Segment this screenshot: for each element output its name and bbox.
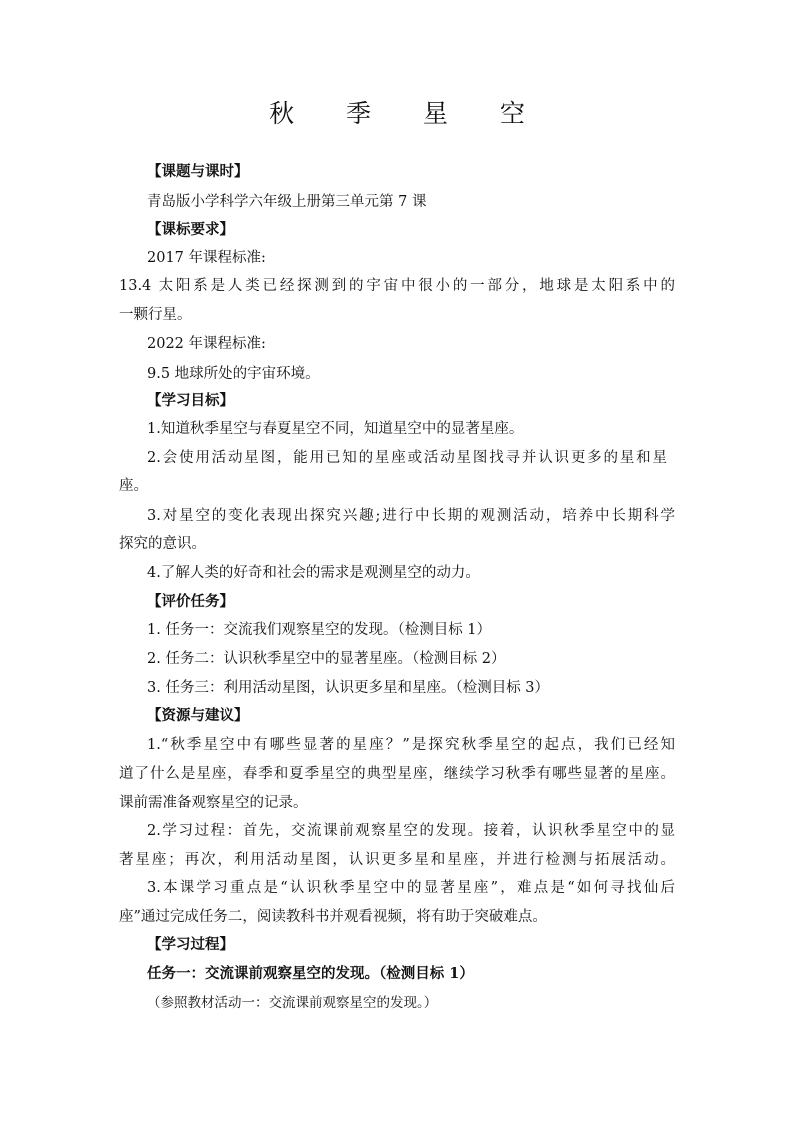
task-2: 2. 任务二：认识秋季星空中的显著星座。（检测目标 2） [147, 651, 506, 667]
task-1: 1. 任务一：交流我们观察星空的发现。（检测目标 1） [147, 622, 492, 638]
goal-1: 1.知道秋季星空与春夏星空不同，知道星空中的显著星座。 [147, 421, 524, 437]
standard-2017-line-2: 一颗行星。 [119, 307, 192, 323]
resource-2-line-2: 著星座；再次，利用活动星图，认识更多星和星座，并进行检测与拓展活动。 [119, 852, 675, 868]
resources-heading: 【资源与建议】 [147, 707, 249, 724]
goal-2-line-1: 2.会使用活动星图，能用已知的星座或活动星图找寻并认识更多的星和星 [147, 450, 667, 466]
goal-3-line-1: 3.对星空的变化表现出探究兴趣;进行中长期的观测活动，培养中长期科学 [147, 508, 675, 524]
standard-2017-line-1: 13.4 太阳系是人类已经探测到的宇宙中很小的一部分，地球是太阳系中的 [119, 278, 675, 294]
process-task-1-note: （参照教材活动一：交流课前观察星空的发现。） [147, 995, 438, 1011]
course-heading: 【课题与课时】 [147, 163, 249, 180]
page-title: 秋 季 星 空 [269, 99, 547, 128]
resource-1-line-1: 1.“秋季星空中有哪些显著的星座？”是探究秋季星空的起点，我们已经知 [147, 737, 675, 753]
goals-heading: 【学习目标】 [147, 392, 234, 409]
process-task-1-title: 任务一：交流课前观察星空的发现。（检测目标 1） [147, 965, 474, 982]
goal-2-line-2: 座。 [119, 478, 148, 494]
task-3: 3. 任务三：利用活动星图，认识更多星和星座。（检测目标 3） [147, 680, 550, 696]
resource-3-line-1: 3.本课学习重点是“认识秋季星空中的显著星座”，难点是“如何寻找仙后 [147, 880, 675, 896]
process-heading: 【学习过程】 [147, 936, 234, 953]
standard-2017-label: 2017 年课程标准: [147, 250, 266, 266]
tasks-heading: 【评价任务】 [147, 593, 234, 610]
standards-heading: 【课标要求】 [147, 221, 234, 238]
standard-2022-text: 9.5 地球所处的宇宙环境。 [147, 366, 320, 382]
goal-3-line-2: 探究的意识。 [119, 536, 206, 552]
resource-3-line-2: 座”通过完成任务二，阅读教科书并观看视频，将有助于突破难点。 [119, 909, 547, 925]
standard-2022-label: 2022 年课程标准: [147, 336, 266, 352]
resource-2-line-1: 2.学习过程：首先，交流课前观察星空的发现。接着，认识秋季星空中的显 [147, 823, 675, 839]
resource-1-line-3: 课前需准备观察星空的记录。 [119, 795, 308, 811]
resource-1-line-2: 道了什么是星座，春季和夏季星空的典型星座，继续学习秋季有哪些显著的星座。 [119, 766, 675, 782]
course-text: 青岛版小学科学六年级上册第三单元第 7 课 [147, 194, 427, 210]
goal-4: 4.了解人类的好奇和社会的需求是观测星空的动力。 [147, 565, 480, 581]
